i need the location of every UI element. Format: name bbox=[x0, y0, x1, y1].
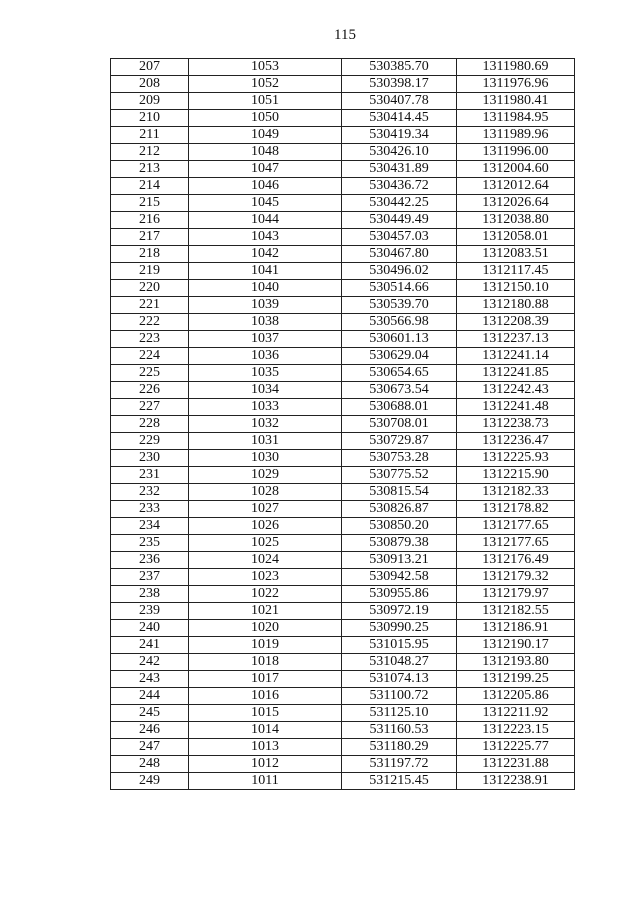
point-id-cell: 1037 bbox=[189, 331, 342, 348]
y-coordinate-cell: 1311980.41 bbox=[457, 93, 575, 110]
table-row bbox=[111, 620, 575, 637]
table-row bbox=[111, 416, 575, 433]
table-row bbox=[111, 365, 575, 382]
row-number-cell: 209 bbox=[111, 93, 189, 110]
point-id-cell: 1014 bbox=[189, 722, 342, 739]
row-number-cell: 208 bbox=[111, 76, 189, 93]
y-coordinate-cell: 1312190.17 bbox=[457, 637, 575, 654]
table-row bbox=[111, 535, 575, 552]
point-id-cell: 1032 bbox=[189, 416, 342, 433]
row-number-cell: 237 bbox=[111, 569, 189, 586]
table-row bbox=[111, 603, 575, 620]
table-row bbox=[111, 144, 575, 161]
x-coordinate-cell: 531215.45 bbox=[342, 773, 457, 790]
point-id-cell: 1017 bbox=[189, 671, 342, 688]
x-coordinate-cell: 530815.54 bbox=[342, 484, 457, 501]
row-number-cell: 227 bbox=[111, 399, 189, 416]
y-coordinate-cell: 1312225.93 bbox=[457, 450, 575, 467]
x-coordinate-cell: 530601.13 bbox=[342, 331, 457, 348]
row-number-cell: 243 bbox=[111, 671, 189, 688]
x-coordinate-cell: 530419.34 bbox=[342, 127, 457, 144]
x-coordinate-cell: 531160.53 bbox=[342, 722, 457, 739]
table-row bbox=[111, 484, 575, 501]
y-coordinate-cell: 1312225.77 bbox=[457, 739, 575, 756]
table-row bbox=[111, 501, 575, 518]
y-coordinate-cell: 1312177.65 bbox=[457, 535, 575, 552]
table-row bbox=[111, 280, 575, 297]
x-coordinate-cell: 530426.10 bbox=[342, 144, 457, 161]
point-id-cell: 1049 bbox=[189, 127, 342, 144]
x-coordinate-cell: 530566.98 bbox=[342, 314, 457, 331]
x-coordinate-cell: 530629.04 bbox=[342, 348, 457, 365]
table-row bbox=[111, 586, 575, 603]
x-coordinate-cell: 531180.29 bbox=[342, 739, 457, 756]
table-row bbox=[111, 450, 575, 467]
table-row bbox=[111, 637, 575, 654]
table-row bbox=[111, 467, 575, 484]
y-coordinate-cell: 1312179.97 bbox=[457, 586, 575, 603]
y-coordinate-cell: 1312083.51 bbox=[457, 246, 575, 263]
row-number-cell: 236 bbox=[111, 552, 189, 569]
point-id-cell: 1011 bbox=[189, 773, 342, 790]
table-body bbox=[111, 59, 575, 790]
table-row bbox=[111, 178, 575, 195]
point-id-cell: 1019 bbox=[189, 637, 342, 654]
y-coordinate-cell: 1312205.86 bbox=[457, 688, 575, 705]
y-coordinate-cell: 1311996.00 bbox=[457, 144, 575, 161]
table-row bbox=[111, 195, 575, 212]
y-coordinate-cell: 1312186.91 bbox=[457, 620, 575, 637]
point-id-cell: 1038 bbox=[189, 314, 342, 331]
x-coordinate-cell: 531100.72 bbox=[342, 688, 457, 705]
table-row bbox=[111, 229, 575, 246]
table-row bbox=[111, 382, 575, 399]
point-id-cell: 1044 bbox=[189, 212, 342, 229]
point-id-cell: 1051 bbox=[189, 93, 342, 110]
row-number-cell: 207 bbox=[111, 59, 189, 76]
table-row bbox=[111, 518, 575, 535]
point-id-cell: 1046 bbox=[189, 178, 342, 195]
row-number-cell: 244 bbox=[111, 688, 189, 705]
row-number-cell: 245 bbox=[111, 705, 189, 722]
table-row bbox=[111, 314, 575, 331]
row-number-cell: 214 bbox=[111, 178, 189, 195]
x-coordinate-cell: 530654.65 bbox=[342, 365, 457, 382]
y-coordinate-cell: 1312038.80 bbox=[457, 212, 575, 229]
y-coordinate-cell: 1312176.49 bbox=[457, 552, 575, 569]
point-id-cell: 1047 bbox=[189, 161, 342, 178]
row-number-cell: 230 bbox=[111, 450, 189, 467]
y-coordinate-cell: 1312179.32 bbox=[457, 569, 575, 586]
x-coordinate-cell: 530850.20 bbox=[342, 518, 457, 535]
x-coordinate-cell: 530942.58 bbox=[342, 569, 457, 586]
x-coordinate-cell: 530972.19 bbox=[342, 603, 457, 620]
x-coordinate-cell: 530539.70 bbox=[342, 297, 457, 314]
y-coordinate-cell: 1312231.88 bbox=[457, 756, 575, 773]
y-coordinate-cell: 1311989.96 bbox=[457, 127, 575, 144]
x-coordinate-cell: 530496.02 bbox=[342, 263, 457, 280]
point-id-cell: 1039 bbox=[189, 297, 342, 314]
point-id-cell: 1041 bbox=[189, 263, 342, 280]
point-id-cell: 1018 bbox=[189, 654, 342, 671]
y-coordinate-cell: 1312241.85 bbox=[457, 365, 575, 382]
row-number-cell: 249 bbox=[111, 773, 189, 790]
point-id-cell: 1034 bbox=[189, 382, 342, 399]
row-number-cell: 213 bbox=[111, 161, 189, 178]
row-number-cell: 233 bbox=[111, 501, 189, 518]
y-coordinate-cell: 1312241.14 bbox=[457, 348, 575, 365]
y-coordinate-cell: 1312182.55 bbox=[457, 603, 575, 620]
x-coordinate-cell: 530879.38 bbox=[342, 535, 457, 552]
point-id-cell: 1027 bbox=[189, 501, 342, 518]
table-row bbox=[111, 76, 575, 93]
point-id-cell: 1052 bbox=[189, 76, 342, 93]
table-row bbox=[111, 569, 575, 586]
table-row bbox=[111, 93, 575, 110]
table-row bbox=[111, 161, 575, 178]
row-number-cell: 248 bbox=[111, 756, 189, 773]
y-coordinate-cell: 1311976.96 bbox=[457, 76, 575, 93]
y-coordinate-cell: 1312177.65 bbox=[457, 518, 575, 535]
y-coordinate-cell: 1311984.95 bbox=[457, 110, 575, 127]
point-id-cell: 1030 bbox=[189, 450, 342, 467]
x-coordinate-cell: 530955.86 bbox=[342, 586, 457, 603]
table-row bbox=[111, 348, 575, 365]
row-number-cell: 212 bbox=[111, 144, 189, 161]
table-row bbox=[111, 297, 575, 314]
y-coordinate-cell: 1312241.48 bbox=[457, 399, 575, 416]
x-coordinate-cell: 530826.87 bbox=[342, 501, 457, 518]
row-number-cell: 239 bbox=[111, 603, 189, 620]
table-row bbox=[111, 212, 575, 229]
y-coordinate-cell: 1312237.13 bbox=[457, 331, 575, 348]
row-number-cell: 219 bbox=[111, 263, 189, 280]
x-coordinate-cell: 530398.17 bbox=[342, 76, 457, 93]
x-coordinate-cell: 530990.25 bbox=[342, 620, 457, 637]
table-row bbox=[111, 756, 575, 773]
x-coordinate-cell: 531048.27 bbox=[342, 654, 457, 671]
y-coordinate-cell: 1312238.91 bbox=[457, 773, 575, 790]
y-coordinate-cell: 1312223.15 bbox=[457, 722, 575, 739]
point-id-cell: 1023 bbox=[189, 569, 342, 586]
y-coordinate-cell: 1312208.39 bbox=[457, 314, 575, 331]
x-coordinate-cell: 530414.45 bbox=[342, 110, 457, 127]
table-row bbox=[111, 722, 575, 739]
row-number-cell: 241 bbox=[111, 637, 189, 654]
y-coordinate-cell: 1312180.88 bbox=[457, 297, 575, 314]
point-id-cell: 1033 bbox=[189, 399, 342, 416]
table-row bbox=[111, 110, 575, 127]
x-coordinate-cell: 530514.66 bbox=[342, 280, 457, 297]
point-id-cell: 1021 bbox=[189, 603, 342, 620]
row-number-cell: 232 bbox=[111, 484, 189, 501]
point-id-cell: 1053 bbox=[189, 59, 342, 76]
row-number-cell: 225 bbox=[111, 365, 189, 382]
point-id-cell: 1022 bbox=[189, 586, 342, 603]
point-id-cell: 1045 bbox=[189, 195, 342, 212]
point-id-cell: 1029 bbox=[189, 467, 342, 484]
y-coordinate-cell: 1312242.43 bbox=[457, 382, 575, 399]
row-number-cell: 246 bbox=[111, 722, 189, 739]
x-coordinate-cell: 530449.49 bbox=[342, 212, 457, 229]
x-coordinate-cell: 530385.70 bbox=[342, 59, 457, 76]
y-coordinate-cell: 1312193.80 bbox=[457, 654, 575, 671]
y-coordinate-cell: 1312211.92 bbox=[457, 705, 575, 722]
row-number-cell: 226 bbox=[111, 382, 189, 399]
table-row bbox=[111, 246, 575, 263]
table-row bbox=[111, 433, 575, 450]
x-coordinate-cell: 530708.01 bbox=[342, 416, 457, 433]
table-row bbox=[111, 671, 575, 688]
point-id-cell: 1024 bbox=[189, 552, 342, 569]
point-id-cell: 1020 bbox=[189, 620, 342, 637]
row-number-cell: 216 bbox=[111, 212, 189, 229]
point-id-cell: 1016 bbox=[189, 688, 342, 705]
table-row bbox=[111, 331, 575, 348]
table-row bbox=[111, 654, 575, 671]
row-number-cell: 220 bbox=[111, 280, 189, 297]
row-number-cell: 240 bbox=[111, 620, 189, 637]
x-coordinate-cell: 530688.01 bbox=[342, 399, 457, 416]
y-coordinate-cell: 1312182.33 bbox=[457, 484, 575, 501]
table-row bbox=[111, 263, 575, 280]
page-number: 115 bbox=[334, 27, 356, 43]
row-number-cell: 210 bbox=[111, 110, 189, 127]
y-coordinate-cell: 1312150.10 bbox=[457, 280, 575, 297]
table-row bbox=[111, 399, 575, 416]
x-coordinate-cell: 530431.89 bbox=[342, 161, 457, 178]
x-coordinate-cell: 530913.21 bbox=[342, 552, 457, 569]
table-row bbox=[111, 688, 575, 705]
x-coordinate-cell: 531074.13 bbox=[342, 671, 457, 688]
y-coordinate-cell: 1312215.90 bbox=[457, 467, 575, 484]
table-row bbox=[111, 552, 575, 569]
point-id-cell: 1031 bbox=[189, 433, 342, 450]
point-id-cell: 1043 bbox=[189, 229, 342, 246]
point-id-cell: 1012 bbox=[189, 756, 342, 773]
row-number-cell: 229 bbox=[111, 433, 189, 450]
row-number-cell: 222 bbox=[111, 314, 189, 331]
table-row bbox=[111, 705, 575, 722]
y-coordinate-cell: 1312004.60 bbox=[457, 161, 575, 178]
row-number-cell: 223 bbox=[111, 331, 189, 348]
row-number-cell: 242 bbox=[111, 654, 189, 671]
y-coordinate-cell: 1312236.47 bbox=[457, 433, 575, 450]
point-id-cell: 1015 bbox=[189, 705, 342, 722]
row-number-cell: 224 bbox=[111, 348, 189, 365]
y-coordinate-cell: 1312012.64 bbox=[457, 178, 575, 195]
row-number-cell: 231 bbox=[111, 467, 189, 484]
row-number-cell: 235 bbox=[111, 535, 189, 552]
row-number-cell: 217 bbox=[111, 229, 189, 246]
x-coordinate-cell: 530775.52 bbox=[342, 467, 457, 484]
y-coordinate-cell: 1312199.25 bbox=[457, 671, 575, 688]
y-coordinate-cell: 1312058.01 bbox=[457, 229, 575, 246]
point-id-cell: 1050 bbox=[189, 110, 342, 127]
point-id-cell: 1036 bbox=[189, 348, 342, 365]
row-number-cell: 228 bbox=[111, 416, 189, 433]
table-row bbox=[111, 127, 575, 144]
row-number-cell: 234 bbox=[111, 518, 189, 535]
row-number-cell: 247 bbox=[111, 739, 189, 756]
point-id-cell: 1026 bbox=[189, 518, 342, 535]
row-number-cell: 238 bbox=[111, 586, 189, 603]
x-coordinate-cell: 531125.10 bbox=[342, 705, 457, 722]
point-id-cell: 1028 bbox=[189, 484, 342, 501]
coordinates-table bbox=[110, 58, 575, 790]
x-coordinate-cell: 531015.95 bbox=[342, 637, 457, 654]
x-coordinate-cell: 531197.72 bbox=[342, 756, 457, 773]
y-coordinate-cell: 1311980.69 bbox=[457, 59, 575, 76]
point-id-cell: 1040 bbox=[189, 280, 342, 297]
y-coordinate-cell: 1312238.73 bbox=[457, 416, 575, 433]
point-id-cell: 1042 bbox=[189, 246, 342, 263]
row-number-cell: 215 bbox=[111, 195, 189, 212]
table-row bbox=[111, 59, 575, 76]
table-row bbox=[111, 739, 575, 756]
row-number-cell: 211 bbox=[111, 127, 189, 144]
x-coordinate-cell: 530673.54 bbox=[342, 382, 457, 399]
table-row bbox=[111, 773, 575, 790]
row-number-cell: 218 bbox=[111, 246, 189, 263]
y-coordinate-cell: 1312026.64 bbox=[457, 195, 575, 212]
point-id-cell: 1035 bbox=[189, 365, 342, 382]
point-id-cell: 1025 bbox=[189, 535, 342, 552]
point-id-cell: 1048 bbox=[189, 144, 342, 161]
x-coordinate-cell: 530729.87 bbox=[342, 433, 457, 450]
x-coordinate-cell: 530442.25 bbox=[342, 195, 457, 212]
point-id-cell: 1013 bbox=[189, 739, 342, 756]
x-coordinate-cell: 530407.78 bbox=[342, 93, 457, 110]
row-number-cell: 221 bbox=[111, 297, 189, 314]
y-coordinate-cell: 1312117.45 bbox=[457, 263, 575, 280]
x-coordinate-cell: 530467.80 bbox=[342, 246, 457, 263]
y-coordinate-cell: 1312178.82 bbox=[457, 501, 575, 518]
x-coordinate-cell: 530753.28 bbox=[342, 450, 457, 467]
x-coordinate-cell: 530457.03 bbox=[342, 229, 457, 246]
x-coordinate-cell: 530436.72 bbox=[342, 178, 457, 195]
